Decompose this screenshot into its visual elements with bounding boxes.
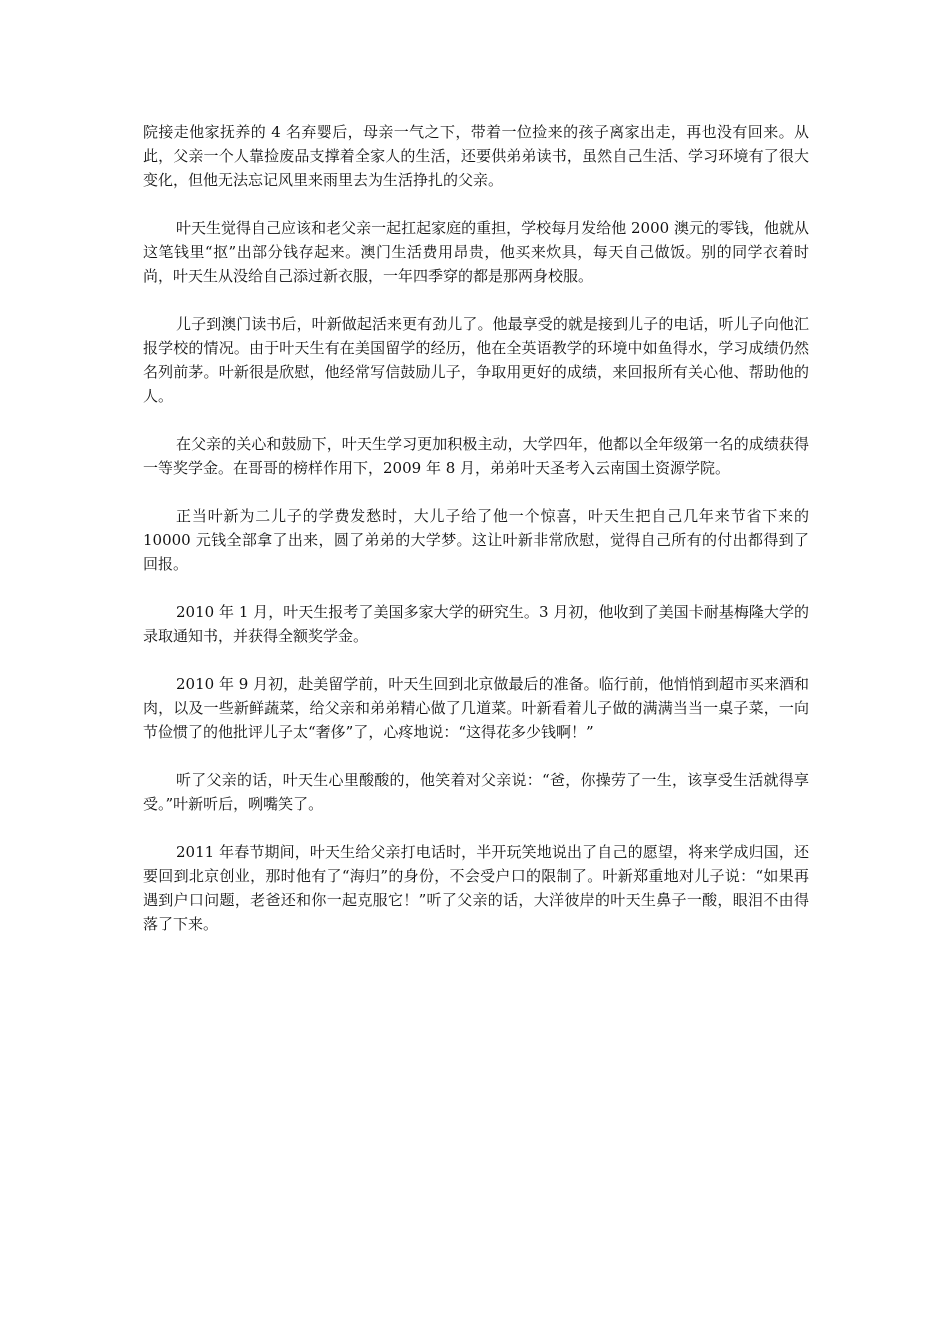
paragraph: 正当叶新为二儿子的学费发愁时，大儿子给了他一个惊喜，叶天生把自己几年来节省下来的 10000 元钱全部拿了出来，圆了弟弟的大学梦。这让叶新非常欣慰，觉得自己所有的付出都得到了回报。 bbox=[143, 507, 809, 573]
paragraph: 2010 年 1 月，叶天生报考了美国多家大学的研究生。3 月初，他收到了美国卡耐基梅隆大学的录取通知书，并获得全额奖学金。 bbox=[143, 603, 809, 645]
paragraph: 儿子到澳门读书后，叶新做起活来更有劲儿了。他最享受的就是接到儿子的电话，听儿子向他汇报学校的情况。由于叶天生有在美国留学的经历，他在全英语教学的环境中如鱼得水，学习成绩仍然名列前茅。叶新很是欣慰，他经常写信鼓励儿子，争取用更好的成绩，来回报所有关心他、帮助他的人。 bbox=[143, 315, 809, 405]
paragraph: 院接走他家抚养的 4 名弃婴后，母亲一气之下，带着一位捡来的孩子离家出走，再也没有回来。从此，父亲一个人靠捡废品支撑着全家人的生活，还要供弟弟读书，虽然自己生活、学习环境有了很大变化，但他无法忘记风里来雨里去为生活挣扎的父亲。 bbox=[143, 123, 809, 189]
paragraph: 在父亲的关心和鼓励下，叶天生学习更加积极主动，大学四年，他都以全年级第一名的成绩获得一等奖学金。在哥哥的榜样作用下，2009 年 8 月，弟弟叶天圣考入云南国土资源学院。 bbox=[143, 435, 809, 477]
article-body bbox=[143, 120, 809, 960]
paragraph: 叶天生觉得自己应该和老父亲一起扛起家庭的重担，学校每月发给他 2000 澳元的零钱，他就从这笔钱里“抠”出部分钱存起来。澳门生活费用昂贵，他买来炊具，每天自己做饭。别的同学衣着时尚，叶天生从没给自己添过新衣服，一年四季穿的都是那两身校服。 bbox=[143, 219, 809, 285]
paragraph: 2011 年春节期间，叶天生给父亲打电话时，半开玩笑地说出了自己的愿望，将来学成归国，还要回到北京创业，那时他有了“海归”的身份，不会受户口的限制了。叶新郑重地对儿子说：“如果再遇到户口问题，老爸还和你一起克服它！”听了父亲的话，大洋彼岸的叶天生鼻子一酸，眼泪不由得落了下来。 bbox=[143, 843, 809, 933]
paragraph: 2010 年 9 月初，赴美留学前，叶天生回到北京做最后的准备。临行前，他悄悄到超市买来酒和肉，以及一些新鲜蔬菜，给父亲和弟弟精心做了几道菜。叶新看着儿子做的满满当当一桌子菜，一向节俭惯了的他批评儿子太“奢侈”了，心疼地说：“这得花多少钱啊！” bbox=[143, 675, 809, 741]
paragraph: 听了父亲的话，叶天生心里酸酸的，他笑着对父亲说：“爸，你操劳了一生，该享受生活就得享受。”叶新听后，咧嘴笑了。 bbox=[143, 771, 809, 813]
